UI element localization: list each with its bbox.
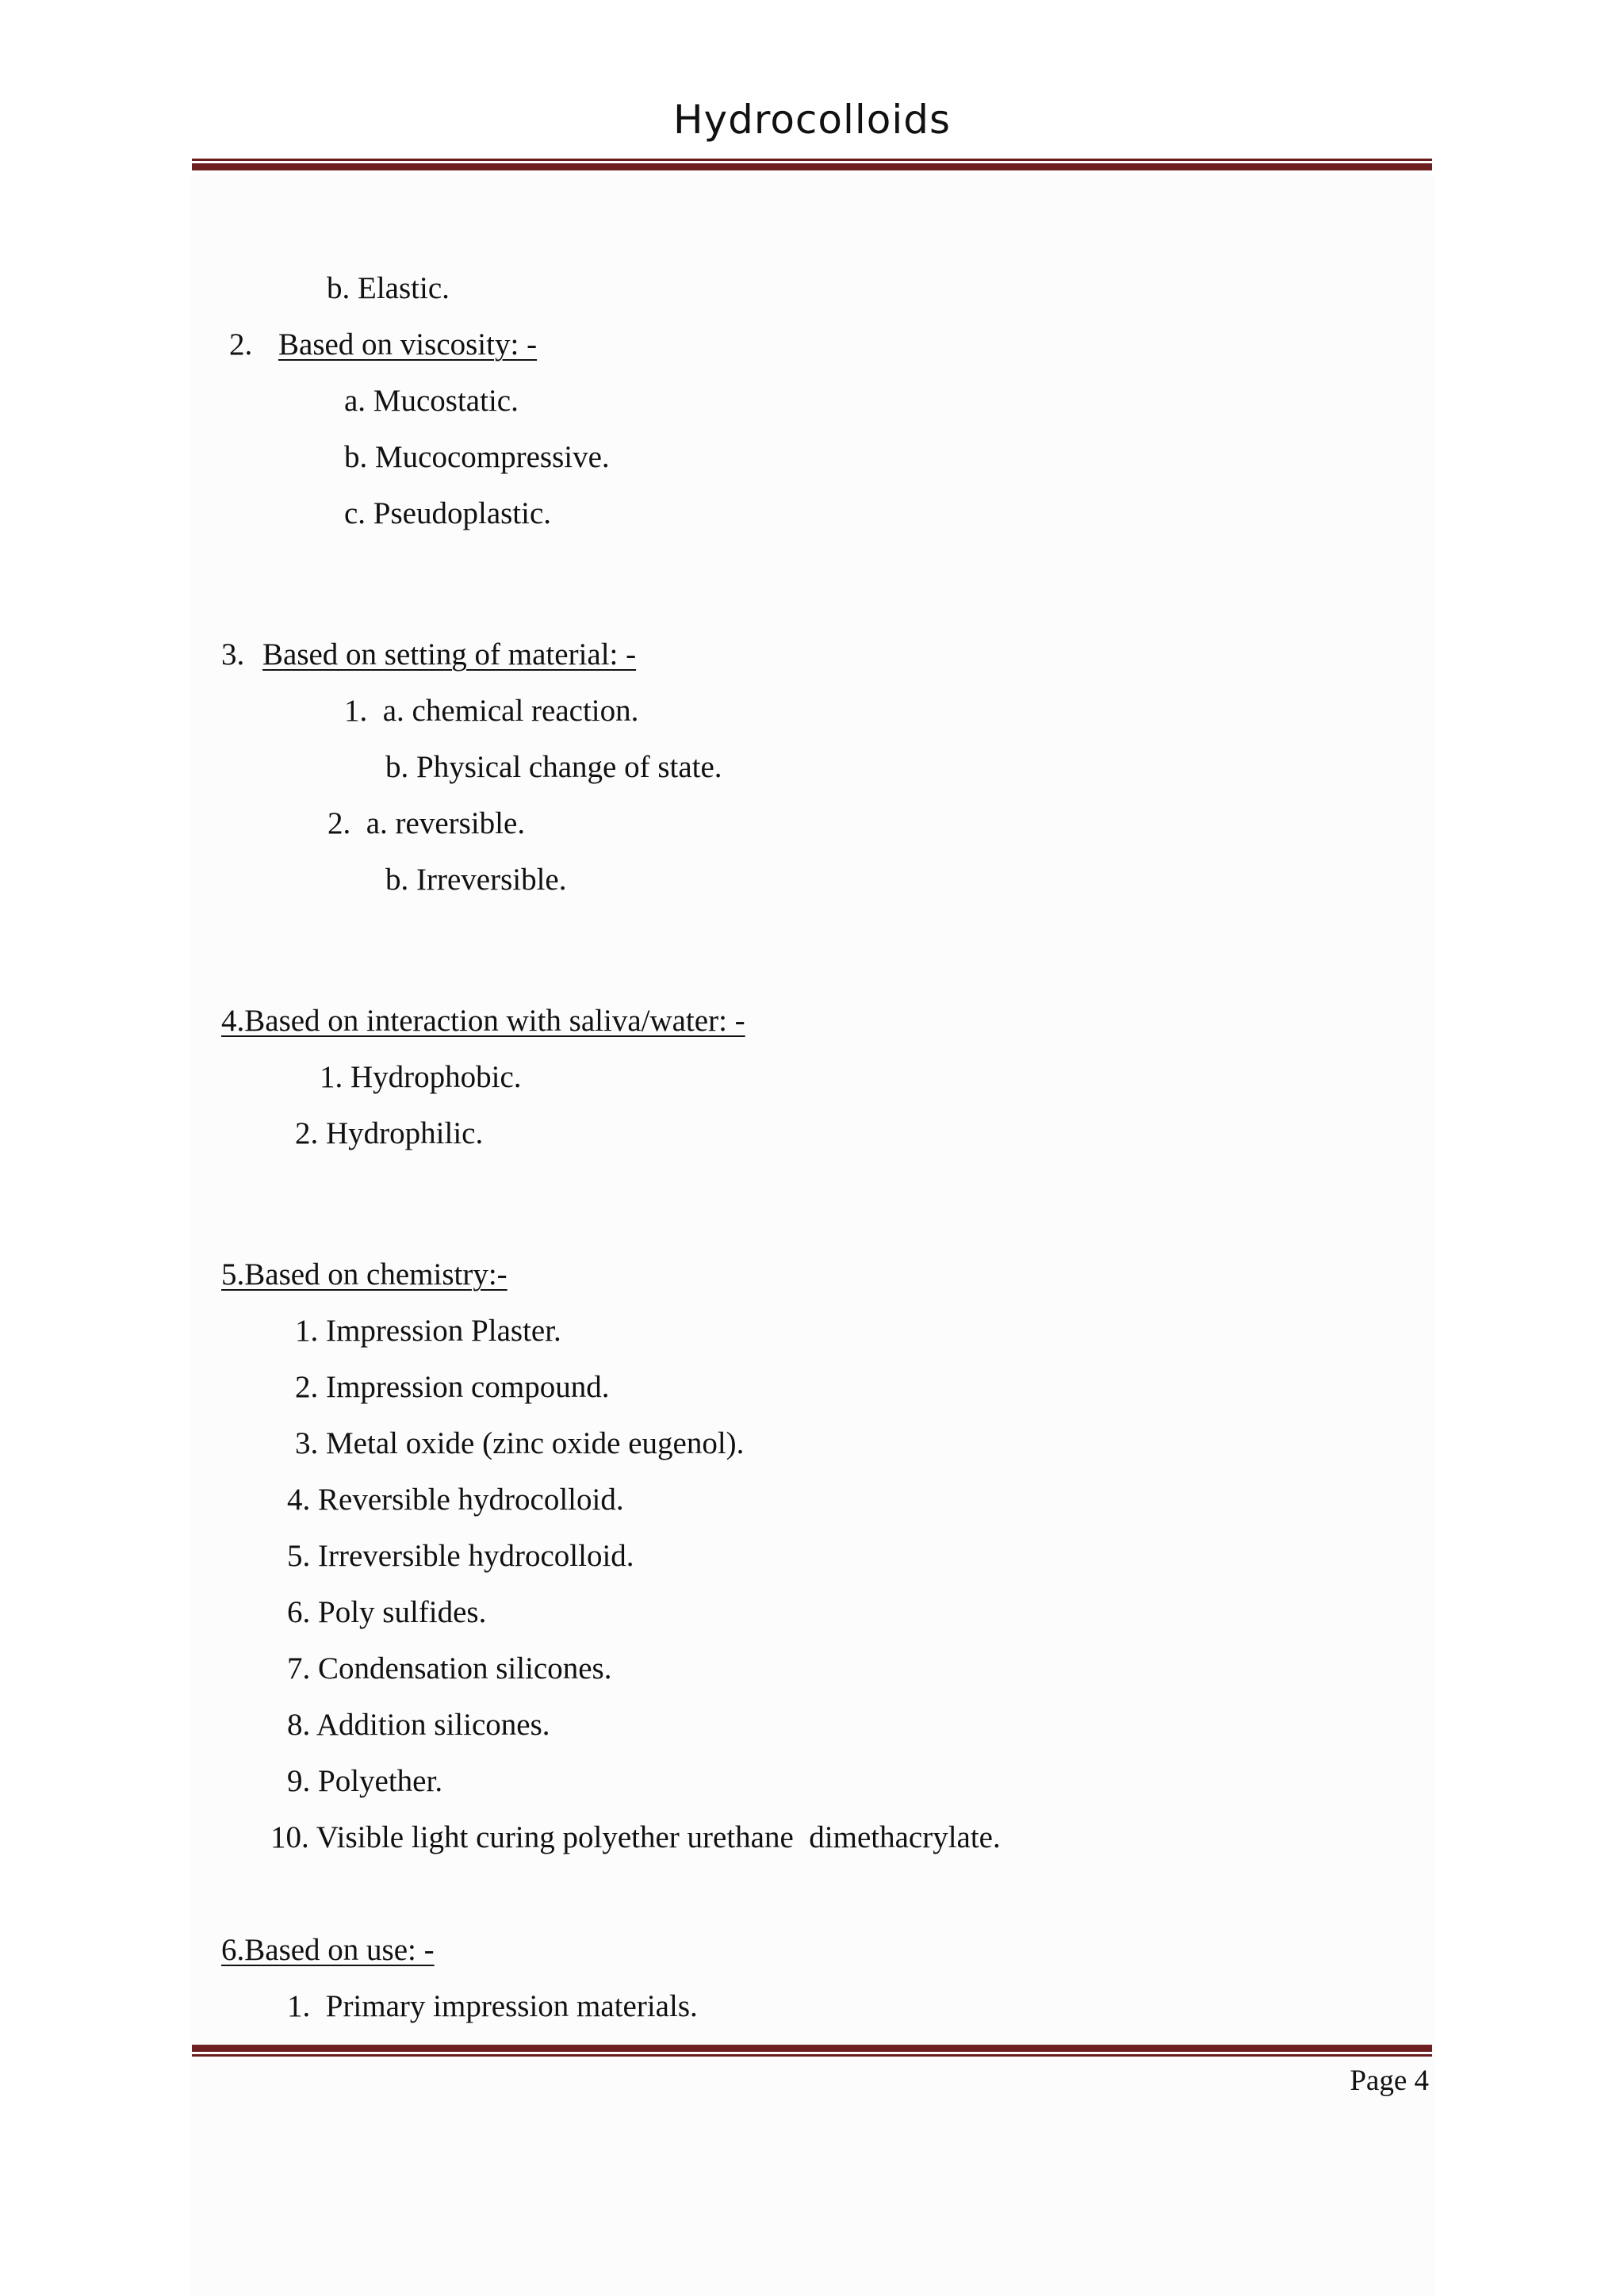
section-heading-use: 6.Based on use: - — [221, 1933, 435, 1967]
list-item: 1. Primary impression materials. — [287, 1989, 698, 2023]
page-background — [190, 174, 1435, 2296]
list-item: 2. Impression compound. — [295, 1370, 610, 1404]
list-item: c. Pseudoplastic. — [344, 496, 552, 530]
list-item: b. Elastic. — [327, 271, 450, 305]
list-item: 7. Condensation silicones. — [287, 1651, 612, 1686]
list-item: 2. a. reversible. — [327, 806, 526, 840]
section-heading-interaction: 4.Based on interaction with saliva/water: - — [221, 1004, 745, 1038]
list-item: 6. Poly sulfides. — [287, 1595, 487, 1629]
header-title: Hydrocolloids — [672, 97, 952, 143]
list-item: 1. Hydrophobic. — [320, 1060, 522, 1094]
section-heading-setting: Based on setting of material: - — [262, 637, 637, 672]
section-heading-viscosity: Based on viscosity: - — [278, 327, 538, 362]
header-rule — [192, 159, 1432, 170]
section-number: 2. — [229, 327, 253, 362]
list-item: 9. Polyether. — [287, 1764, 443, 1798]
list-item: 3. Metal oxide (zinc oxide eugenol). — [295, 1426, 745, 1460]
list-item: b. Mucocompressive. — [344, 440, 610, 474]
list-item: 2. Hydrophilic. — [295, 1116, 484, 1150]
list-item: 1. Impression Plaster. — [295, 1314, 561, 1348]
list-item: 4. Reversible hydrocolloid. — [287, 1483, 624, 1517]
list-item: b. Irreversible. — [385, 863, 567, 897]
list-item: 5. Irreversible hydrocolloid. — [287, 1539, 634, 1573]
list-item: 8. Addition silicones. — [287, 1708, 550, 1742]
page-number: Page 4 — [1350, 2064, 1429, 2097]
list-item: a. Mucostatic. — [344, 384, 519, 418]
list-item: 10. Visible light curing polyether urethane dimethacrylate. — [270, 1820, 1001, 1854]
section-heading-chemistry: 5.Based on chemistry:- — [221, 1257, 508, 1292]
list-item: 1. a. chemical reaction. — [344, 694, 639, 728]
list-item: b. Physical change of state. — [385, 750, 722, 784]
footer-rule — [192, 2045, 1432, 2057]
section-number: 3. — [221, 637, 245, 672]
